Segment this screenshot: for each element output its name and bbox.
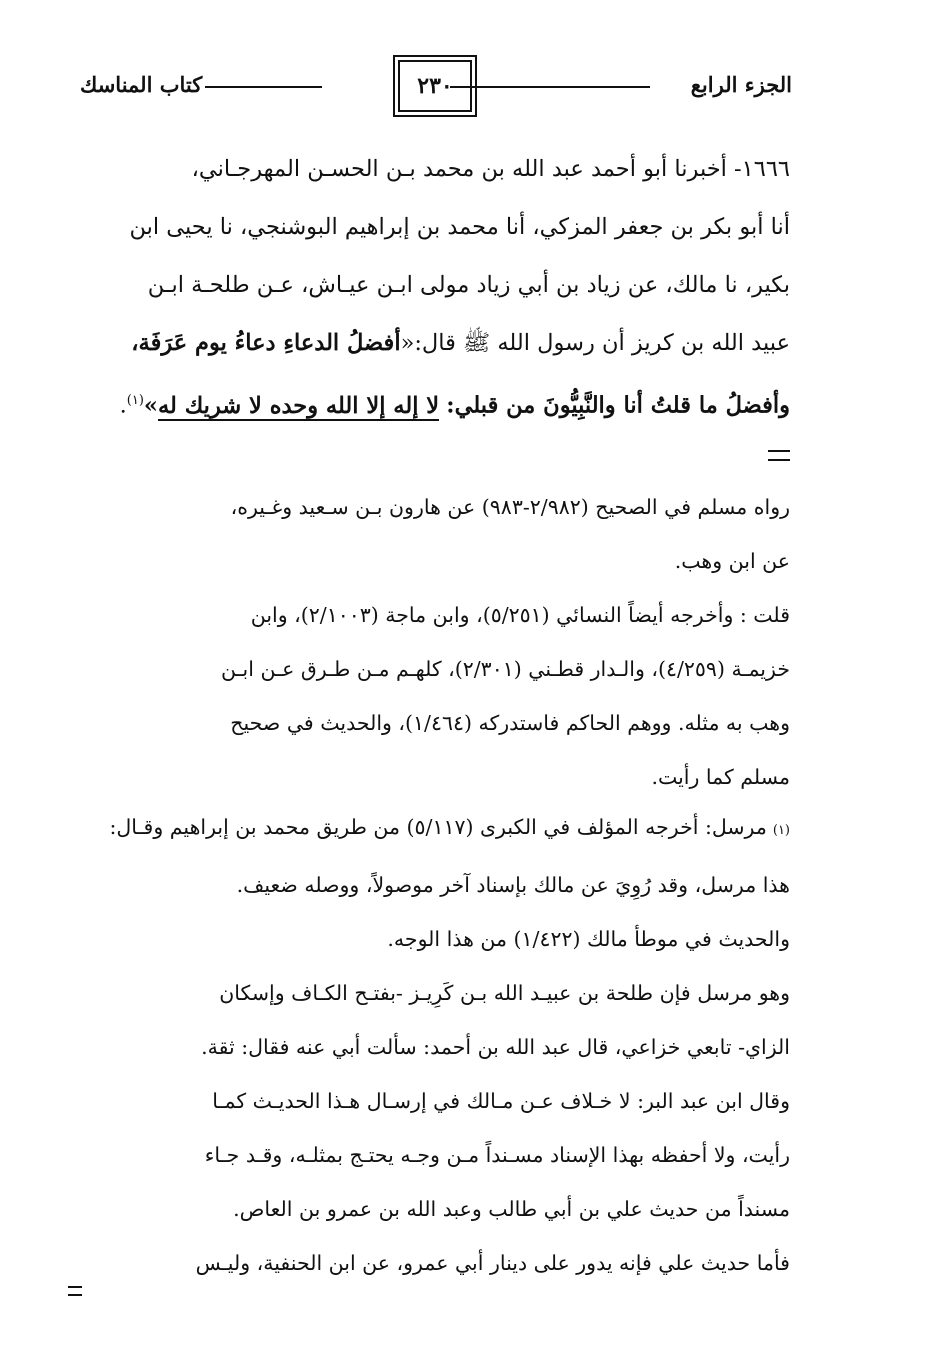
hadith-matn-bold: أفضلُ الدعاءِ دعاءُ يوم عَرَفَة، — [131, 330, 401, 356]
continuation-mark — [68, 1286, 82, 1296]
hadith-line — [78, 372, 790, 435]
hadith-text — [78, 140, 790, 435]
page-number: ٢٣٠ — [398, 60, 472, 112]
footnote-line: وقال ابن عبد البر: لا خـلاف عـن مـالك في إرسـال هـذا الحديـث كمـا — [212, 1089, 790, 1113]
header-book: كتاب المناسك — [80, 72, 203, 97]
hadith-matn-underlined: لا إله إلا الله وحده لا شريك له — [157, 392, 440, 419]
hadith-line-plain: عبيد الله بن كريز أن رسول الله ﷺ قال:« — [400, 330, 790, 356]
footnote-text: مرسل: أخرجه المؤلف في الكبرى (٥/١١٧) من طريق محمد بن إبراهيم وقـال: — [109, 815, 767, 839]
hadith-line: بكير، نا مالك، عن زياد بن أبي زياد مولى ابـن عيـاش، عـن طلحـة ابـن — [147, 272, 790, 298]
footnote-line: هذا مرسل، وقد رُوِيَ عن مالك بإسناد آخر موصولاً، ووصله ضعيف. — [236, 873, 790, 897]
footnote-line — [78, 800, 790, 858]
takhrij-block — [78, 480, 790, 804]
quote-close: » — [143, 392, 158, 419]
takhrij-line: وهب به مثله. ووهم الحاكم فاستدركه (١/٤٦٤)، والحديث في صحيح — [230, 711, 790, 735]
footnote-line: الزاي- تابعي خزاعي، قال عبد الله بن أحمد: سألت أبي عنه فقال: ثقة. — [201, 1035, 790, 1059]
takhrij-line: رواه مسلم في الصحيح (٢/٩٨٢-٩٨٣) عن هارون بـن سـعيد وغـيره، — [230, 495, 790, 519]
footnotes-block — [78, 800, 790, 1290]
footnote-ref: (١) — [126, 393, 144, 408]
footnote-line: مسنداً من حديث علي بن أبي طالب وعبد الله بن عمرو بن العاص. — [233, 1197, 790, 1221]
hadith-line: أنا أبو بكر بن جعفر المزكي، أنا محمد بن إبراهيم البوشنجي، نا يحيى ابن — [129, 214, 790, 240]
takhrij-line: خزيمـة (٤/٢٥٩)، والـدار قطـني (٢/٣٠١)، كلهـم مـن طـرق عـن ابـن — [220, 657, 790, 681]
header-rule-left — [205, 86, 322, 88]
footnote-line: رأيت، ولا أحفظه بهذا الإسناد مسـنداً مـن وجـه يحتـج بمثلـه، وقـد جـاء — [204, 1143, 790, 1167]
line-end-period: . — [119, 392, 127, 419]
header-rule-right — [450, 86, 650, 88]
header-part: الجزء الرابع — [690, 72, 792, 97]
footnote-marker: (١) — [772, 823, 790, 838]
footnote-line: وهو مرسل فإن طلحة بن عبيـد الله بـن كَرِيـز -بفتـح الكـاف وإسكان — [219, 981, 790, 1005]
takhrij-line: عن ابن وهب. — [674, 549, 790, 573]
takhrij-line: مسلم كما رأيت. — [651, 765, 790, 789]
takhrij-line: قلت : وأخرجه أيضاً النسائي (٥/٢٥١)، وابن ماجة (٢/١٠٠٣)، وابن — [250, 603, 790, 627]
section-separator — [768, 450, 790, 461]
page-header — [80, 60, 792, 120]
footnote-line: والحديث في موطأ مالك (١/٤٢٢) من هذا الوجه. — [387, 927, 790, 951]
hadith-line — [78, 314, 790, 372]
hadith-line: ١٦٦٦- أخبرنا أبو أحمد عبد الله بن محمد بـن الحسـن المهرجـاني، — [191, 156, 790, 182]
footnote-line: فأما حديث علي فإنه يدور على دينار أبي عمرو، عن ابن الحنفية، وليـس — [195, 1251, 790, 1275]
hadith-matn-bold: وأفضلُ ما قلتُ أنا والنَّبِيُّونَ من قبلي: — [446, 392, 790, 419]
